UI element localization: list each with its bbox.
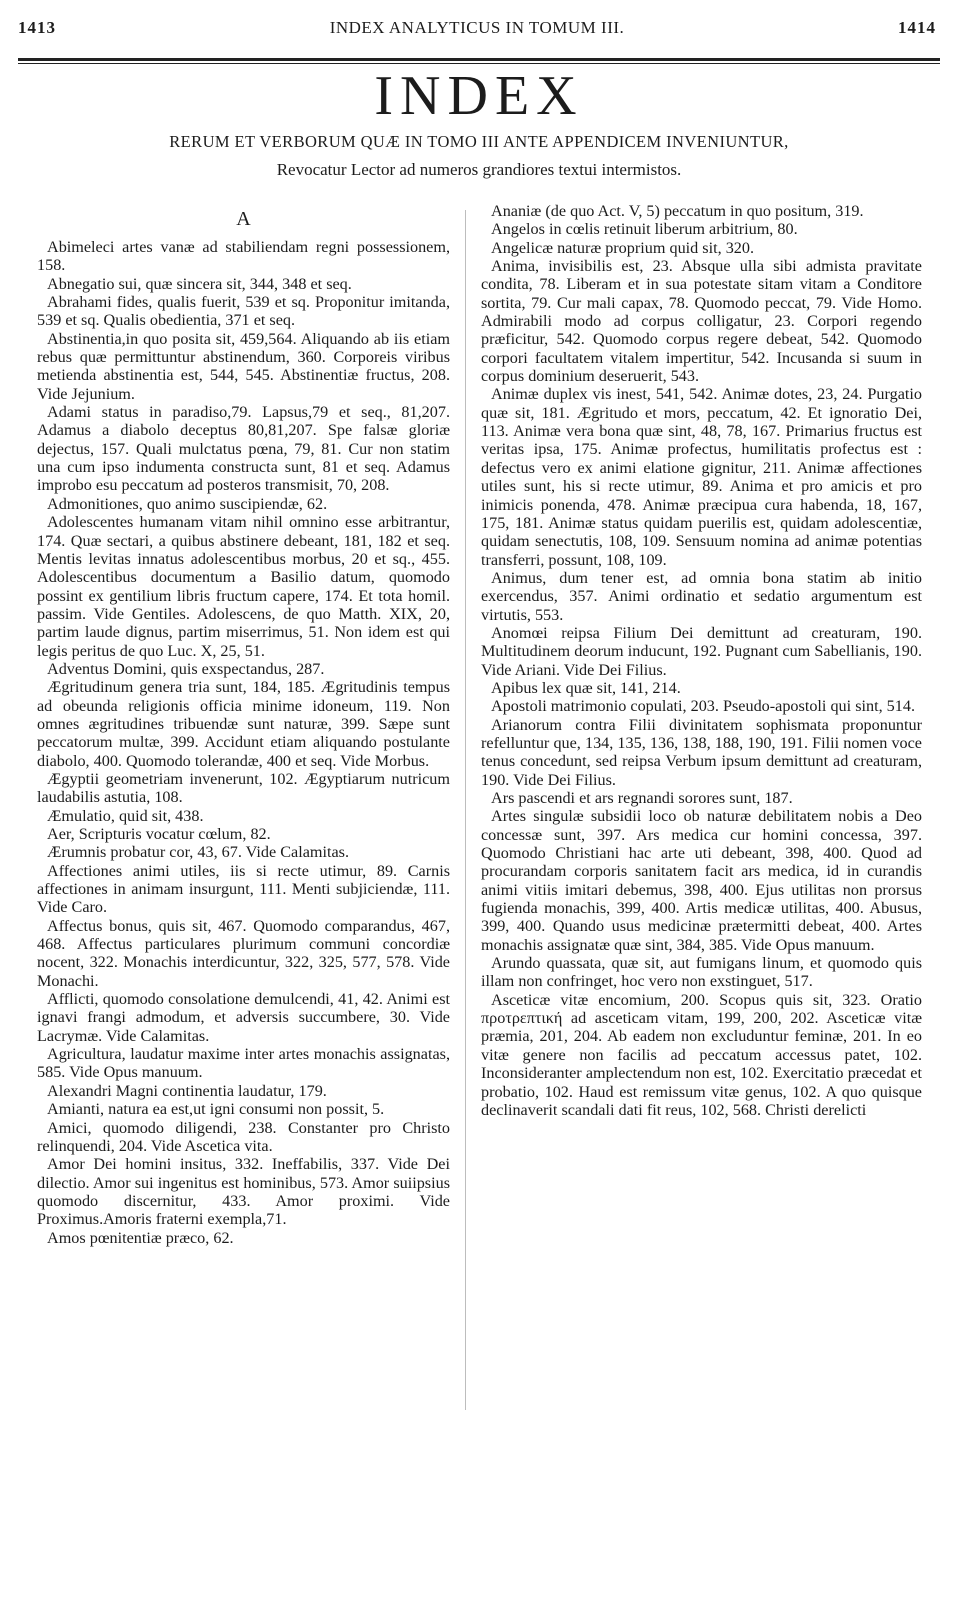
header-rule-thick bbox=[18, 58, 940, 61]
index-entry: Amianti, natura ea est,ut igni consumi non possit, 5. bbox=[47, 1100, 385, 1119]
running-title: INDEX ANALYTICUS IN TOMUM III. bbox=[329, 18, 625, 37]
index-entry: Abnegatio sui, quæ sincera sit, 344, 348 et seq. bbox=[47, 274, 352, 293]
index-entry: Æmulatio, quid sit, 438. bbox=[47, 806, 204, 825]
index-entry: Angelicæ naturæ proprium quid sit, 320. bbox=[491, 238, 755, 257]
index-entry: Ærumnis probatur cor, 43, 67. Vide Calamitas. bbox=[47, 843, 349, 862]
index-entry: Ananiæ (de quo Act. V, 5) peccatum in quo positum, 319. bbox=[491, 202, 864, 220]
index-entry: Animæ duplex vis inest, 541, 542. Animæ dotes, 23, 24. Purgatio quæ sit, 181. Ægritudo et mors, peccatum, 42. Et ignoratio Dei, 113. Animæ vera bona quæ sint, 48, 78, 167. Primarius fructus est veritas ipsa, 175. Animæ profectus, humilitatis profectus est : defectus vero ex animi elatione gignitur, 211. Animæ affectiones utiles sunt, his si recte utimur, 89. Anima et pro amicis et pro inimicis ponenda, 478. Animæ præcipua cura habenda, 18, 167, 175, 181. Animæ status quidam puerilis est, quidam adolescentiæ, quidam senectutis, 108, 109. Sensuum nomina ad animæ potentias transferri, possunt, 108, 109. bbox=[481, 385, 922, 569]
index-entry: Adventus Domini, quis exspectandus, 287. bbox=[47, 659, 325, 678]
index-entry: Affectiones animi utiles, iis si recte utimur, 89. Carnis affectiones in animam insurgunt, 111. Menti subjiciendæ, 111. Vide Caro. bbox=[37, 861, 450, 917]
index-entry: Anomœi reipsa Filium Dei demittunt ad creaturam, 190. Multitudinem deorum inducunt, 192. Pugnant cum Sabellianis, 190. Vide Ariani. Vide Dei Filius. bbox=[481, 623, 922, 679]
index-entry: Agricultura, laudatur maxime inter artes monachis assignatas, 585. Vide Opus manuum. bbox=[37, 1045, 450, 1082]
index-entry: Ars pascendi et ars regnandi sorores sunt, 187. bbox=[491, 789, 793, 807]
index-entry: Amor Dei homini insitus, 332. Ineffabilis, 337. Vide Dei dilectio. Amor sui ingenitus est hominibus, 573. Amor suiipsius quomodo discernitur, 433. Amor proximi. Vide Proximus.Amoris fraterni exempla,71. bbox=[37, 1155, 450, 1229]
index-entry: Arundo quassata, quæ sit, aut fumigans linum, et quomodo quis illam non confringet, hoc vero non exstinguet, 517. bbox=[481, 954, 922, 991]
running-head bbox=[18, 14, 936, 40]
index-entry: Angelos in cœlis retinuit liberum arbitrium, 80. bbox=[491, 220, 798, 239]
index-entry: Ægyptii geometriam invenerunt, 102. Ægyptiarum nutricum laudabilis astutia, 108. bbox=[37, 769, 450, 807]
index-entry: Affectus bonus, quis sit, 467. Quomodo comparandus, 467, 468. Affectus particulares plurimum communi concordiæ nocent, 322. Monachis interdicuntur, 322, 325, 577, 578. Vide Monachi. bbox=[37, 916, 450, 990]
index-entry: Admonitiones, quo animo suscipiendæ, 62. bbox=[47, 494, 328, 513]
index-entry: Abrahami fides, qualis fuerit, 539 et sq. Proponitur imitanda, 539 et sq. Qualis obedientia, 371 et seq. bbox=[37, 293, 450, 330]
index-entry: Artes singulæ subsidii loco ob naturæ debilitatem nobis a Deo concessæ sunt, 397. Ars medica cur homini concessa, 397. Quomodo Christiani hac arte uti debeant, 398, 400. Quod ad procurandam corporis sanitatem facit ars medica, id in curandis animi vitiis imitari debemus, 398, 400. Ejus utilitas non prorsus fugienda monachis, 399, 400. Artis medicæ utilitas, 400. Abusus, 399, 400. Quando usus medicinæ prætermitti debeat, 400. Artes monachis assignatæ quæ sint, 384, 385. Vide Opus manuum. bbox=[481, 807, 922, 954]
index-entry: Adolescentes humanam vitam nihil omnino esse arbitrantur, 174. Quæ sectari, a quibus abstinere debeant, 181, 182 et seq. Mentis levitas innatus adolescentibus morbus, 20 et sq., 455. Adolescentibus documentum a Basilio datum, quomodo possint ex gentilium libris fructum capere, 174. Et tota homil. passim. Vide Gentiles. Adolescens, de quo Matth. XIX, 20, partim laude dignus, partim miserrimus, 51. Non idem est qui legis peritus de quo Luc. X, 25, 51. bbox=[37, 513, 450, 660]
reader-note: Revocatur Lector ad numeros grandiores textui intermistos. bbox=[276, 160, 682, 179]
index-entry: Aer, Scripturis vocatur cœlum, 82. bbox=[47, 825, 271, 843]
header-rule-thin bbox=[18, 63, 940, 64]
index-entry: Abimeleci artes vanæ ad stabiliendam regni possessionem, 158. bbox=[37, 238, 450, 275]
index-entry: Amici, quomodo diligendi, 238. Constanter pro Christo relinquendi, 204. Vide Ascetica vita. bbox=[37, 1118, 450, 1155]
index-entry: Alexandri Magni continentia laudatur, 179. bbox=[47, 1081, 327, 1100]
index-entry: Apostoli matrimonio copulati, 203. Pseudo-apostoli qui sint, 514. bbox=[491, 697, 916, 716]
index-title: INDEX bbox=[374, 65, 584, 127]
index-subtitle: RERUM ET VERBORUM QUÆ IN TOMO III ANTE APPENDICEM INVENIUNTUR, bbox=[169, 132, 789, 151]
index-entry: Afflicti, quomodo consolatione demulcendi, 41, 42. Animi est ignavi frangi admodum, et adversis succumbere, 30. Vide Lacrymæ. Vide Calamitas. bbox=[37, 990, 450, 1045]
index-entry: Asceticæ vitæ encomium, 200. Scopus quis sit, 323. Oratio προτρεπτική ad asceticam vitam, 199, 200, 202. Asceticæ vitæ præmia, 201, 204. Ab eadem non excluduntur feminæ, 201. In eo vitæ genere non facilis ad peccatum accessus patet, 102. Inconsideranter amplectendum non est, 102. Exercitatio præcedat et probatio, 102. Haud est remissum vitæ genus, 102. A quo quisque declinaverit scandali dati fit reus, 102, 568. Christi derelicti bbox=[481, 990, 922, 1119]
index-entry: Amos pœnitentiæ præco, 62. bbox=[47, 1228, 234, 1247]
left-column bbox=[37, 202, 450, 1247]
right-column bbox=[481, 202, 922, 1119]
page-number-left: 1413 bbox=[18, 18, 56, 37]
column-divider bbox=[465, 210, 466, 1410]
index-entry: Adami status in paradiso,79. Lapsus,79 et seq., 81,207. Adamus a diabolo deceptus 80,81,207. Spe falsæ gloriæ dejectus, 157. Quali mulctatus pœna, 79, 81. Cur non statim una cum ipso indumenta constructa sunt, 81 et seq. Adamus improbo esu peccatum ad posteros transmisit, 70, 208. bbox=[37, 403, 450, 495]
index-entry: Abstinentia,in quo posita sit, 459,564. Aliquando ab iis etiam rebus quæ permittuntur abstinendum, 360. Corporeis viribus metienda abstinentia est, 544, 545. Abstinentiæ fructus, 208. Vide Jejunium. bbox=[37, 329, 450, 403]
index-entry: Apibus lex quæ sit, 141, 214. bbox=[491, 678, 681, 697]
page-number-right: 1414 bbox=[898, 18, 936, 37]
index-entry: Arianorum contra Filii divinitatem sophismata proponuntur refelluntur que, 134, 135, 136, 138, 188, 190, 191. Filii nomen voce tenus concedunt, sed reipsa Verbum ipsum demittunt ad creaturam, 190. Vide Dei Filius. bbox=[481, 715, 922, 789]
index-entry: Anima, invisibilis est, 23. Absque ulla sibi admista pravitate condita, 78. Liberam et in sua potestate sitam vitam a Conditore sortita, 79. Cur mali capax, 78. Quomodo peccat, 79. Vide Homo. Admirabili modo ad corpus colligatur, 23. Corpori regendo præficitur, 542. Quomodo corpus regere debeat, 542. Quomodo corpori facultatem vitalem impertitur, 542. Incusanda si suum in corpus dominium deseruerit, 543. bbox=[481, 257, 922, 386]
section-letter: A bbox=[236, 208, 251, 230]
index-entry: Animus, dum tener est, ad omnia bona statim ab initio exercendus, 357. Animi ordinatio et sedatio argumentum est virtutis, 553. bbox=[481, 568, 922, 624]
index-entry: Ægritudinum genera tria sunt, 184, 185. Ægritudinis tempus ad obeunda religionis officia minime idoneum, 119. Non omnes ægritudines tribuendæ sunt naturæ, 399. Sæpe sunt peccatorum multæ, 399. Accidunt etiam aliquando postulante diabolo, 400. Quomodo tolerandæ, 400 et seq. Vide Morbus. bbox=[37, 678, 450, 770]
